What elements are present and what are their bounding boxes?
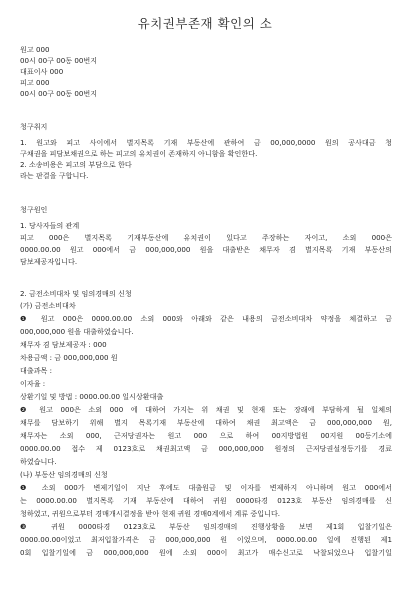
body-line: ❶ 원고 000은 0000.00.00 소외 000와 아래와 같은 내용의 금전소비대차 약정을 체결하고 금	[20, 314, 392, 323]
body-line: 0회 입찰기일에 금 000,000,000 원에 소외 000이 최고가 매수신고로 낙찰되었으나 입찰기일	[20, 548, 392, 557]
party-plaintiff: 원고 000	[20, 45, 50, 54]
body-line: 차용금액 : 금 000,000,000 원	[20, 353, 118, 362]
subsection-heading: (가) 금전소비대차	[20, 301, 76, 310]
claim-line: 라는 판결을 구합니다.	[20, 171, 89, 180]
body-line: 000,000,000 원을 대출하였습니다.	[20, 327, 134, 336]
body-line: 담보제공자입니다.	[20, 257, 78, 266]
body-line: ❷ 원고 000은 소외 000 에 대하여 가지는 위 채권 및 현재 또는 장래에 부담하게 될 일체의	[20, 405, 392, 414]
body-line: 대출과목 :	[20, 366, 53, 375]
party-defendant: 피고 000	[20, 78, 50, 87]
party-defendant-address: 00시 00구 00동 00번지	[20, 89, 98, 98]
body-line: 청하였고, 귀원으로부터 경매개시결정을 받아 현재 귀원 경매0계에서 계류 중입니다.	[20, 509, 281, 518]
body-line: 0000.00.00 원고 000에서 금 000,000,000 원을 대출받은 채무자 겸 별지목록 기재 부동산의	[20, 245, 392, 254]
claim-line: 1. 원고와 피고 사이에서 별지목록 기재 부동산에 관하여 금 00,000,0000 원의 공사대금 청	[20, 138, 392, 147]
body-line: 하였습니다.	[20, 457, 57, 466]
claim-line: 구채권을 피담보채권으로 하는 피고의 유치권이 존재하지 아니함을 확인한다.	[20, 149, 258, 158]
claim-line: 2. 소송비용은 피고의 부담으로 한다	[20, 160, 132, 169]
body-line: 채무자 겸 담보제공자 : 000	[20, 340, 107, 349]
party-representative: 대표이사 000	[20, 67, 64, 76]
body-line: 0000.00.00이었고 최저입찰가격은 금 000,000,000 원 이었으며, 0000.00.00 일에 진행된 제1	[20, 535, 392, 544]
body-line: 채무를 담보하기 위해 별지 목록기재 부동산에 대하여 채권 최고액은 금 000,000,000 원,	[20, 418, 392, 427]
body-line: 피고 000은 별지목록 기재부동산에 유치권이 있다고 주장하는 자이고, 소외 000은	[20, 233, 392, 242]
section-heading: 2. 금전소비대차 및 임의경매의 신청	[20, 289, 132, 298]
claim-heading: 청구취지	[20, 122, 48, 131]
body-line: 채무자는 소외 000, 근저당권자는 원고 000 으로 하여 00지방법원 00지원 00등기소에	[20, 431, 392, 440]
cause-heading: 청구원인	[20, 205, 48, 214]
document-title: 유치권부존재 확인의 소	[137, 16, 273, 31]
subsection-heading: (나) 부동산 임의경매의 신청	[20, 470, 108, 479]
body-line: 상환기일 및 방법 : 0000.00.00 일시상환대출	[20, 392, 164, 401]
body-line: ❶ 소외 000가 변제기일이 지난 후에도 대출원금 및 이자를 변제하지 아니하며 원고 000에서	[20, 483, 392, 492]
body-line: 이자율 :	[20, 379, 46, 388]
section-heading: 1. 당사자들의 관계	[20, 221, 80, 230]
body-line: ❸ 귀원 0000타경 0123호로 부동산 임의경매의 진행상황을 보면 제1회 입찰기일은	[20, 522, 392, 531]
party-plaintiff-address: 00시 00구 00동 00번지	[20, 56, 98, 65]
body-line: 는 0000.00.00 별지목록 기재 부동산에 대하여 귀원 0000타경 0123호 부동산 임의경매를 신	[20, 496, 392, 505]
body-line: 0000.00.00 접수 제 0123호로 채권최고액 금 000,000,000 원정의 근저당권설정등기를 경료	[20, 444, 392, 453]
